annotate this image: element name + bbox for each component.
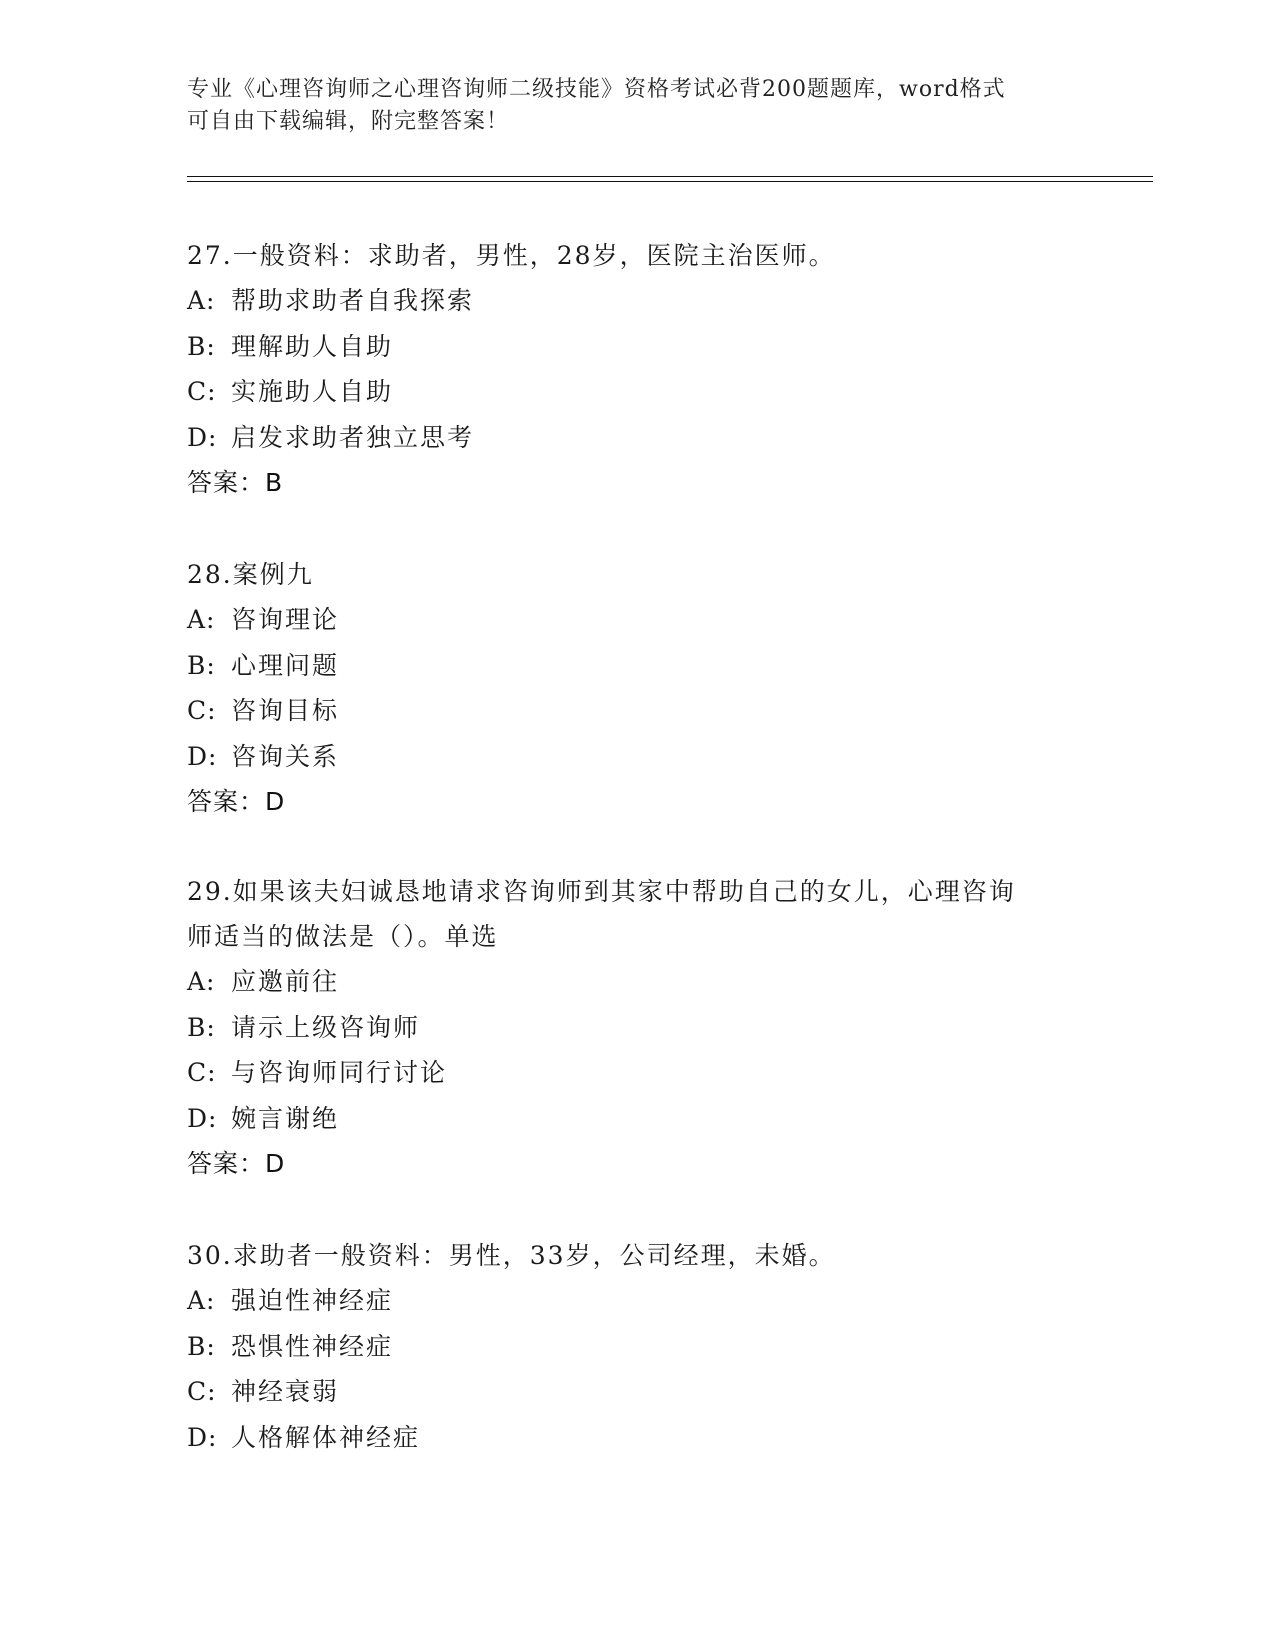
option-text: 理解助人自助 [231,331,394,361]
question-stem-line-1: 29.如果该夫妇诚恳地请求咨询师到其家中帮助自己的女儿，心理咨询 [187,877,1016,906]
option-text: 人格解体神经症 [231,1422,421,1452]
document-header [187,74,1067,138]
option-text: 心理问题 [231,650,340,680]
option-d [187,1415,1087,1461]
question-stem: 27.一般资料：求助者，男性，28岁，医院主治医师。 [187,241,836,270]
option-key: A: [187,1286,216,1315]
question-stem: 30.求助者一般资料：男性，33岁，公司经理，未婚。 [187,1241,836,1270]
option-c [187,1369,1087,1415]
question-stem: 28.案例九 [187,560,314,589]
option-text: 咨询目标 [231,696,340,725]
option-key: D: [187,422,218,452]
option-key: B: [187,331,216,361]
answer-label: 答案：D [187,1149,286,1178]
option-key: C: [187,1058,217,1087]
option-key: A: [187,967,216,996]
option-key: A: [187,286,216,315]
option-text: 帮助求助者自我探索 [231,286,475,315]
option-text: 咨询关系 [231,741,340,771]
option-text: 神经衰弱 [231,1377,340,1406]
option-key: B: [187,1331,216,1361]
option-d [187,734,1087,780]
option-b [187,1005,1087,1051]
option-d [187,1096,1087,1142]
header-divider-top [187,176,1153,177]
header-divider-bottom [187,181,1153,182]
option-key: A: [187,605,216,634]
option-key: D: [187,1422,218,1452]
header-line-2: 可自由下载编辑，附完整答案！ [187,109,510,134]
option-text: 婉言谢绝 [231,1103,340,1133]
option-key: C: [187,1377,217,1406]
answer-label: 答案：B [187,468,284,497]
question-stem-line-2: 师适当的做法是（）。单选 [187,922,499,951]
option-text: 咨询理论 [231,605,340,634]
option-c [187,1050,1087,1096]
option-text: 与咨询师同行讨论 [231,1058,448,1087]
option-key: B: [187,1012,216,1042]
option-key: D: [187,741,218,771]
option-key: B: [187,650,216,680]
answer-label: 答案：D [187,787,286,816]
option-key: C: [187,377,217,406]
option-a [187,278,1087,324]
option-text: 启发求助者独立思考 [231,422,475,452]
option-b [187,643,1087,689]
option-text: 恐惧性神经症 [231,1331,394,1361]
option-c [187,688,1087,734]
option-text: 应邀前往 [231,967,340,996]
option-d [187,415,1087,461]
option-text: 实施助人自助 [231,377,394,406]
question-30 [187,1233,1087,1460]
option-key: C: [187,696,217,725]
option-text: 强迫性神经症 [231,1286,394,1315]
option-a [187,959,1087,1005]
question-27 [187,233,1087,505]
option-b [187,1324,1087,1370]
question-28 [187,552,1087,824]
question-29 [187,869,1087,1186]
option-key: D: [187,1103,218,1133]
option-b [187,324,1087,370]
option-a [187,597,1087,643]
option-a [187,1278,1087,1324]
option-c [187,369,1087,415]
header-line-1: 专业《心理咨询师之心理咨询师二级技能》资格考试必背200题题库，word格式 [187,77,1006,102]
option-text: 请示上级咨询师 [231,1012,421,1042]
